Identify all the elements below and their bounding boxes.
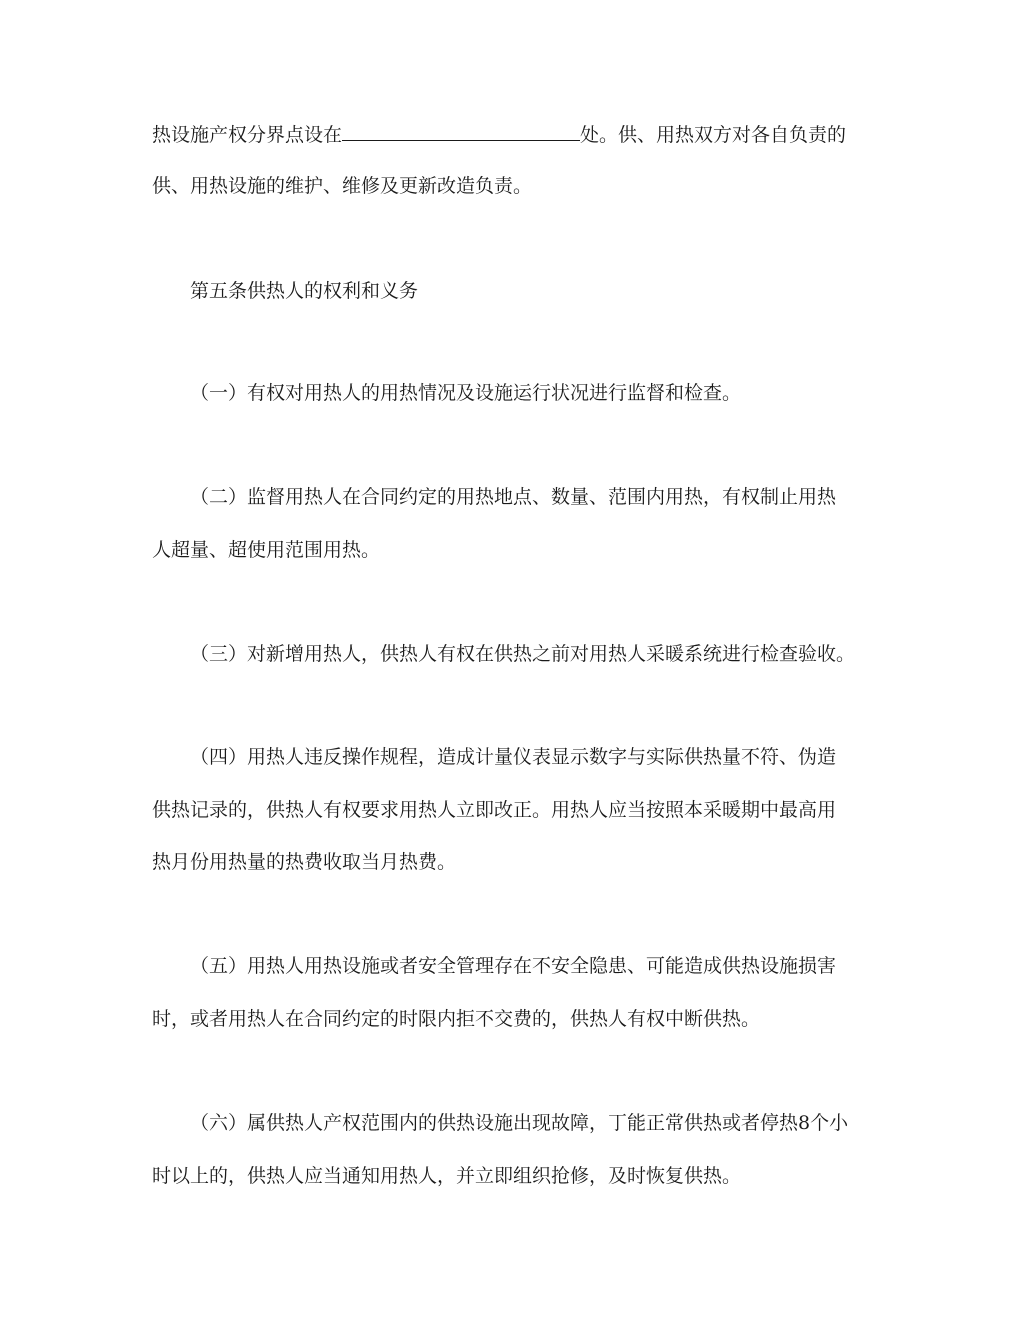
text-segment: 热设施产权分界点设在: [152, 124, 343, 146]
item-6-line-1: （六）属供热人产权范围内的供热设施出现故障，丁能正常供热或者停热8个小: [190, 1112, 849, 1134]
paragraph-line: 供、用热设施的维护、维修及更新改造负责。: [152, 175, 533, 197]
item-2-line-1: （二）监督用热人在合同约定的用热地点、数量、范围内用热，有权制止用热: [190, 486, 837, 508]
item-2-line-2: 人超量、超使用范围用热。: [152, 539, 381, 561]
paragraph-line: [152, 120, 846, 148]
item-3-line-1: （三）对新增用热人，供热人有权在供热之前对用热人采暖系统进行检查验收。: [190, 643, 856, 665]
item-5-line-1: （五）用热人用热设施或者安全管理存在不安全隐患、可能造成供热设施损害: [190, 955, 837, 977]
item-6-line-2: 时以上的，供热人应当通知用热人，并立即组织抢修，及时恢复供热。: [152, 1165, 742, 1187]
item-4-line-1: （四）用热人违反操作规程，造成计量仪表显示数字与实际供热量不符、伪造: [190, 746, 837, 768]
article-heading: 第五条供热人的权利和义务: [190, 280, 419, 302]
item-5-line-2: 时，或者用热人在合同约定的时限内拒不交费的，供热人有权中断供热。: [152, 1008, 761, 1030]
text-segment: 处。供、用热双方对各自负责的: [580, 124, 847, 146]
item-1-line-1: （一）有权对用热人的用热情况及设施运行状况进行监督和检查。: [190, 382, 742, 404]
item-4-line-2: 供热记录的，供热人有权要求用热人立即改正。用热人应当按照本采暖期中最高用: [152, 799, 837, 821]
item-4-line-3: 热月份用热量的热费收取当月热费。: [152, 851, 457, 873]
fill-in-blank: [342, 120, 580, 141]
